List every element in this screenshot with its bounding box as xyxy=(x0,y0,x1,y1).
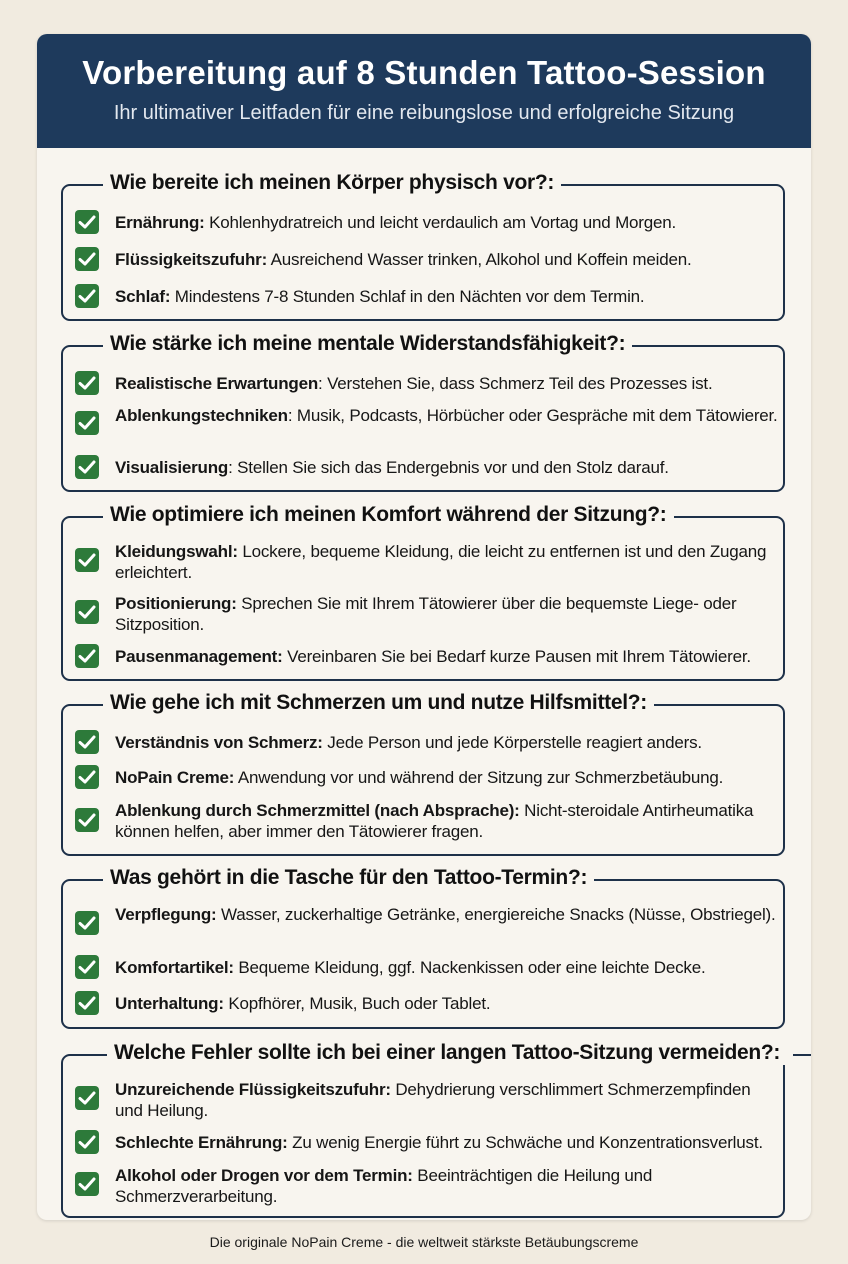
list-item: Schlaf: Mindestens 7-8 Stunden Schlaf in den Nächten vor dem Termin. xyxy=(115,287,645,306)
list-item: NoPain Creme: Anwendung vor und während der Sitzung zur Schmerzbetäubung. xyxy=(115,768,724,787)
list-item: Verpflegung: Wasser, zuckerhaltige Getränke, energiereiche Snacks (Nüsse, Obstriegel). xyxy=(115,905,776,924)
section-question: Welche Fehler sollte ich bei einer langen Tattoo-Sitzung vermeiden?: xyxy=(107,1041,787,1065)
footer-tagline: Die originale NoPain Creme - die weltweit stärkste Betäubungscreme xyxy=(209,1234,639,1250)
list-item: Alkohol oder Drogen vor dem Termin: Beeinträchtigen die Heilung und Schmerzverarbeitung. xyxy=(115,1166,653,1206)
section-question: Wie optimiere ich meinen Komfort während der Sitzung?: xyxy=(103,503,674,527)
list-item: Pausenmanagement: Vereinbaren Sie bei Bedarf kurze Pausen mit Ihrem Tätowierer. xyxy=(115,647,751,666)
check-icon xyxy=(75,955,99,979)
check-icon xyxy=(75,411,99,435)
check-icon xyxy=(75,284,99,308)
check-icon xyxy=(75,765,99,789)
list-item: Ablenkungstechniken: Musik, Podcasts, Hörbücher oder Gespräche mit dem Tätowierer. xyxy=(115,406,778,425)
list-item: Komfortartikel: Bequeme Kleidung, ggf. Nackenkissen oder eine leichte Decke. xyxy=(115,958,706,977)
check-icon xyxy=(75,1172,99,1196)
section-comfort xyxy=(61,503,785,681)
check-icon xyxy=(75,1130,99,1154)
check-icon xyxy=(75,247,99,271)
list-item: Flüssigkeitszufuhr: Ausreichend Wasser trinken, Alkohol und Koffein meiden. xyxy=(115,250,692,269)
check-icon xyxy=(75,644,99,668)
check-icon xyxy=(75,210,99,234)
section-question: Wie stärke ich meine mentale Widerstandsfähigkeit?: xyxy=(103,332,632,356)
section-mistakes xyxy=(61,1041,785,1218)
section-pain xyxy=(61,691,785,856)
list-item: Unzureichende Flüssigkeitszufuhr: Dehydrierung verschlimmert Schmerzempfinden und Heilung. xyxy=(115,1080,751,1120)
check-icon xyxy=(75,808,99,832)
list-item: Verständnis von Schmerz: Jede Person und jede Körperstelle reagiert anders. xyxy=(115,733,702,752)
check-icon xyxy=(75,600,99,624)
section-question: Wie bereite ich meinen Körper physisch vor?: xyxy=(103,171,561,195)
list-item: Realistische Erwartungen: Verstehen Sie, dass Schmerz Teil des Prozesses ist. xyxy=(115,374,713,393)
section-question: Wie gehe ich mit Schmerzen um und nutze Hilfsmittel?: xyxy=(103,691,654,715)
check-icon xyxy=(75,991,99,1015)
list-item: Ablenkung durch Schmerzmittel (nach Absprache): Nicht-steroidale Antirheumatika können helfen, aber immer den Tätowierer fragen. xyxy=(115,801,754,841)
section-physical xyxy=(61,171,785,321)
check-icon xyxy=(75,548,99,572)
list-item: Visualisierung: Stellen Sie sich das Endergebnis vor und den Stolz darauf. xyxy=(115,458,669,477)
infographic-card xyxy=(37,34,811,1220)
section-question: Was gehört in die Tasche für den Tattoo-Termin?: xyxy=(103,866,594,890)
check-icon xyxy=(75,455,99,479)
page-subtitle: Ihr ultimativer Leitfaden für eine reibungslose und erfolgreiche Sitzung xyxy=(113,102,735,124)
header-banner xyxy=(37,34,811,148)
list-item: Unterhaltung: Kopfhörer, Musik, Buch oder Tablet. xyxy=(115,994,491,1013)
check-icon xyxy=(75,911,99,935)
check-icon xyxy=(75,1086,99,1110)
list-item: Ernährung: Kohlenhydratreich und leicht verdaulich am Vortag und Morgen. xyxy=(115,213,677,232)
list-item: Schlechte Ernährung: Zu wenig Energie führt zu Schwäche und Konzentrationsverlust. xyxy=(115,1133,763,1152)
page-title: Vorbereitung auf 8 Stunden Tattoo-Session xyxy=(82,54,766,91)
check-icon xyxy=(75,371,99,395)
check-icon xyxy=(75,730,99,754)
section-mental xyxy=(61,332,785,492)
list-item: Kleidungswahl: Lockere, bequeme Kleidung, die leicht zu entfernen ist und den Zugang erleichtert. xyxy=(115,542,767,582)
list-item: Positionierung: Sprechen Sie mit Ihrem Tätowierer über die bequemste Liege- oder Sitzposition. xyxy=(115,594,737,634)
section-bag xyxy=(61,866,785,1029)
